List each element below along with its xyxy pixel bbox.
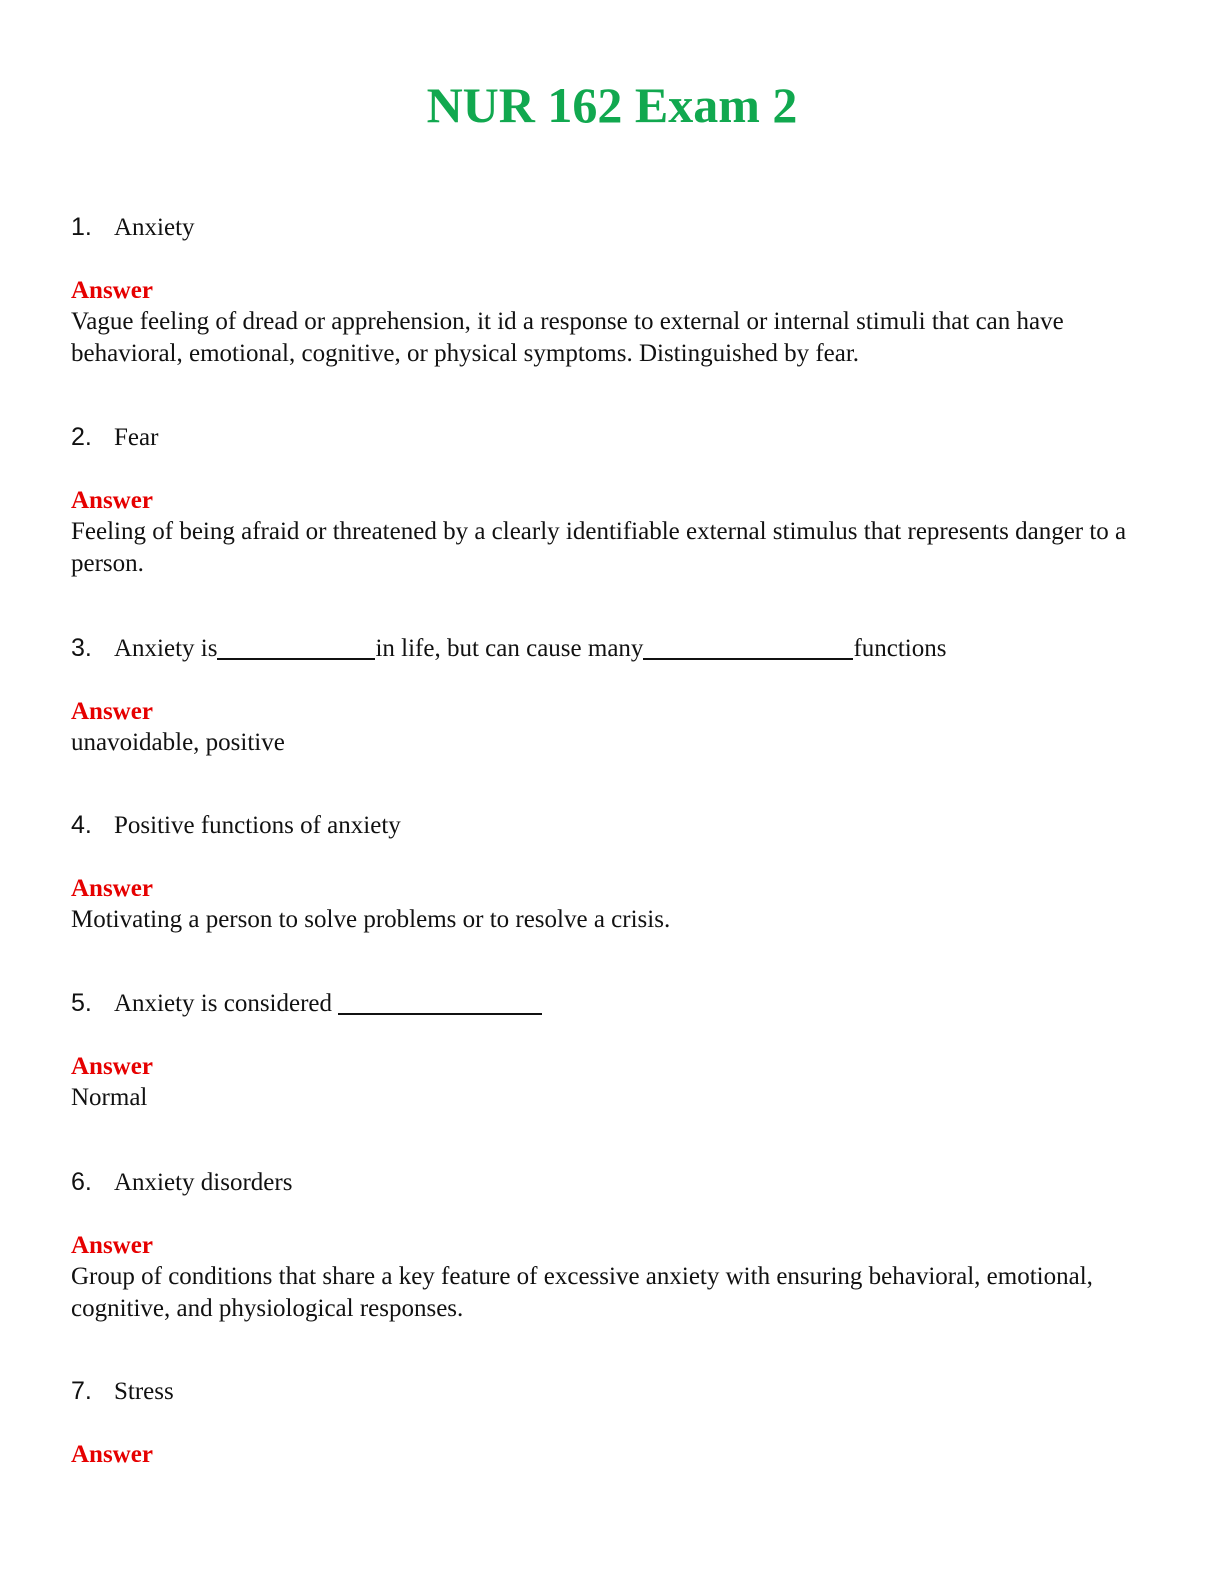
question-3: [71, 633, 1151, 759]
question-text-part2: in life, but can cause many: [375, 635, 644, 662]
question-2: [71, 422, 1151, 580]
question-1: [71, 212, 1151, 370]
question-number: 1.: [71, 213, 92, 241]
question-line: [71, 1167, 1151, 1198]
answer-label: Answer: [71, 277, 153, 304]
question-7: [71, 1376, 1151, 1470]
answer-text: Vague feeling of dread or apprehension, it id a response to external or internal stimuli that can have behavioral, emotional, cognitive, or physical symptoms. Distinguished by fear.: [71, 308, 1064, 367]
question-number: 3.: [71, 634, 92, 662]
answer-text: Normal: [71, 1084, 148, 1111]
answer-label: Answer: [71, 1053, 153, 1080]
question-4: [71, 810, 1151, 936]
question-line: [71, 1376, 1151, 1407]
question-line: [71, 633, 1151, 664]
question-text: Anxiety is considered: [114, 990, 339, 1017]
question-line: [71, 810, 1151, 841]
question-text: Positive functions of anxiety: [114, 812, 401, 839]
fill-in-blank: [643, 636, 853, 660]
question-number: 6.: [71, 1168, 92, 1196]
fill-in-blank: [217, 636, 375, 660]
question-line: [71, 988, 1151, 1019]
question-text: Stress: [114, 1378, 174, 1405]
question-6: [71, 1167, 1151, 1325]
answer-label: Answer: [71, 1441, 153, 1468]
question-text: Anxiety: [114, 214, 195, 241]
answer-text: Feeling of being afraid or threatened by a clearly identifiable external stimulus that represents danger to a person.: [71, 518, 1127, 577]
answer-text: Motivating a person to solve problems or to resolve a crisis.: [71, 906, 671, 933]
answer-label: Answer: [71, 698, 153, 725]
answer-label: Answer: [71, 1232, 153, 1259]
fill-in-blank: [338, 991, 542, 1015]
page-title: NUR 162 Exam 2: [426, 77, 798, 133]
question-number: 7.: [71, 1377, 92, 1405]
answer-label: Answer: [71, 487, 153, 514]
answer-label: Answer: [71, 875, 153, 902]
question-5: [71, 988, 1151, 1114]
question-text-part3: functions: [853, 635, 947, 662]
question-text: Fear: [114, 424, 159, 451]
answer-text: unavoidable, positive: [71, 729, 285, 756]
answer-text: Group of conditions that share a key feature of excessive anxiety with ensuring behavioral, emotional, cognitive, and physiological responses.: [71, 1263, 1093, 1322]
question-number: 5.: [71, 989, 92, 1017]
question-number: 4.: [71, 811, 92, 839]
question-text-part1: Anxiety is: [114, 635, 218, 662]
question-number: 2.: [71, 423, 92, 451]
question-text: Anxiety disorders: [114, 1169, 293, 1196]
question-line: [71, 422, 1151, 453]
question-line: [71, 212, 1151, 243]
